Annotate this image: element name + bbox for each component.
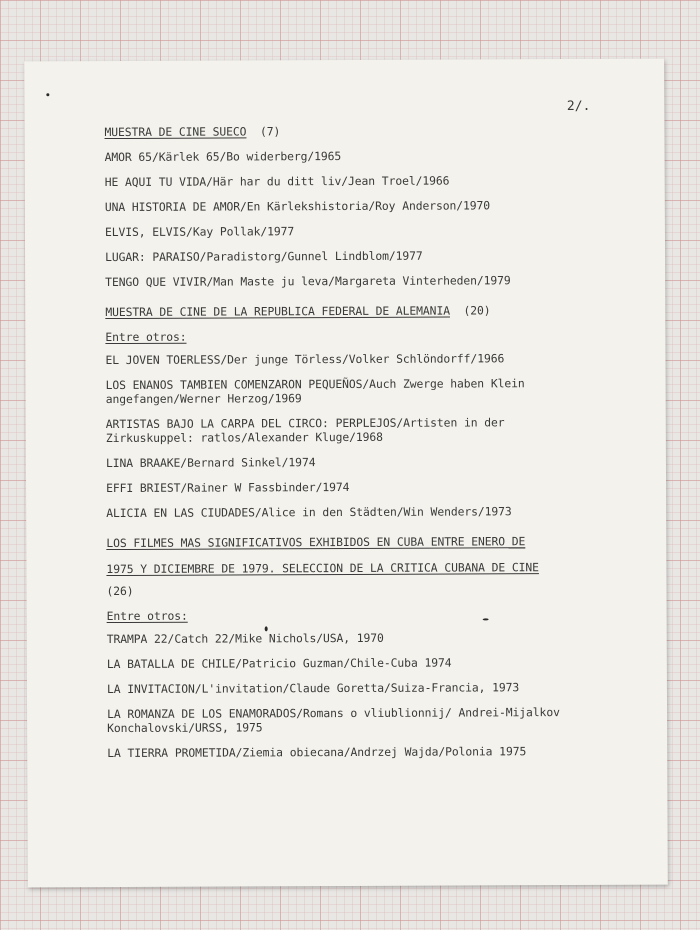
film-entry: LINA BRAAKE/Bernard Sinkel/1974 <box>105 455 316 471</box>
film-entry: LA TIERRA PROMETIDA/Ziemia obiecana/Andrzej Wajda/Polonia 1975 <box>107 744 527 761</box>
film-entry: UNA HISTORIA DE AMOR/En Kärlekshistoria/Roy Anderson/1970 <box>104 198 491 215</box>
film-entry: LA INVITACION/L'invitation/Claude Goretta/Suiza-Francia, 1973 <box>106 680 520 697</box>
film-entry: ALICIA EN LAS CIUDADES/Alice in den Städten/Win Wenders/1973 <box>106 504 512 521</box>
film-entry: TRAMPA 22/Catch 22/Mike Nichols/USA, 1970 <box>106 630 384 647</box>
section-heading-cuba-line-1 <box>106 534 606 550</box>
film-entry: LUGAR: PARAISO/Paradistorg/Gunnel Lindblom/1977 <box>105 248 423 265</box>
section-title: MUESTRA DE CINE SUECO <box>104 124 247 140</box>
film-entry: TENGO QUE VIVIR/Man Maste ju leva/Margareta Vinterheden/1979 <box>105 273 511 290</box>
film-entry: LA BATALLA DE CHILE/Patricio Guzman/Chile-Cuba 1974 <box>106 655 452 672</box>
film-entry: ARTISTAS BAJO LA CARPA DEL CIRCO: PERPLEJOS/Artisten in der Zirkuskuppel: ratlos/Alexander Kluge/1968 <box>105 415 505 446</box>
section-heading-cuba-line-2 <box>106 560 606 576</box>
section-title: LOS FILMES MAS SIGNIFICATIVOS EXHIBIDOS EN CUBA ENTRE ENERO DE <box>106 534 526 551</box>
film-entry: EL JOVEN TOERLESS/Der junge Törless/Volker Schlöndorff/1966 <box>105 351 505 368</box>
film-entry: EFFI BRIEST/Rainer W Fassbinder/1974 <box>106 479 350 496</box>
section-subtitle: Entre otros: <box>105 329 187 345</box>
film-entry: LOS ENANOS TAMBIEN COMENZARON PEQUEÑOS/Auch Zwerge haben Klein angefangen/Werner Herzog/1969 <box>105 376 525 407</box>
document-body <box>104 123 607 771</box>
typewritten-page <box>24 59 668 888</box>
ink-speck <box>46 93 49 96</box>
section-title: MUESTRA DE CINE DE LA REPUBLICA FEDERAL DE ALEMANIA <box>105 303 450 320</box>
section-count: (26) <box>106 583 134 599</box>
page-number: 2/. <box>566 98 591 115</box>
film-entry: ELVIS, ELVIS/Kay Pollak/1977 <box>104 224 295 240</box>
section-count: (20) <box>463 303 491 318</box>
section-heading-swedish <box>104 123 604 139</box>
section-title: 1975 Y DICIEMBRE DE 1979. SELECCION DE LA CRITICA CUBANA DE CINE <box>106 560 539 577</box>
section-subtitle: Entre otros: <box>106 608 188 624</box>
film-entry: AMOR 65/Kärlek 65/Bo widerberg/1965 <box>104 149 342 165</box>
film-entry: LA ROMANZA DE LOS ENAMORADOS/Romans o vliublionnij/ Andrei-Mijalkov Konchalovski/URSS, 1975 <box>107 705 560 736</box>
film-entry: HE AQUI TU VIDA/Här har du ditt liv/Jean Troel/1966 <box>104 173 450 190</box>
section-heading-german <box>105 303 605 319</box>
section-count: (7) <box>259 124 281 139</box>
